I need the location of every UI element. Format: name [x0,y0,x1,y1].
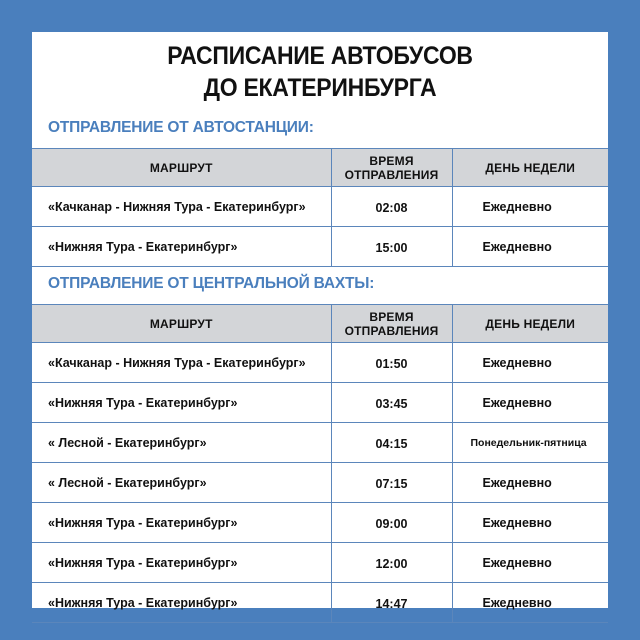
header-weekday: ДЕНЬ НЕДЕЛИ [452,149,608,187]
day-cell: Ежедневно [452,463,608,503]
header-time-line-2: ОТПРАВЛЕНИЯ [344,323,439,338]
route-cell: «Качканар - Нижняя Тура - Екатеринбург» [32,343,331,383]
time-cell: 03:45 [331,383,452,423]
section-label-bus-station: ОТПРАВЛЕНИЕ ОТ АВТОСТАНЦИИ: [48,119,314,136]
table-row [32,543,608,583]
schedule-table-bus-station [32,148,608,267]
day-cell: Ежедневно [452,187,608,227]
table-row [32,583,608,623]
time-cell: 15:00 [331,227,452,267]
time-cell: 07:15 [331,463,452,503]
time-cell: 09:00 [331,503,452,543]
title-line-2: ДО ЕКАТЕРИНБУРГА [203,74,437,102]
table-row [32,187,608,227]
day-cell: Ежедневно [452,343,608,383]
title-line-1: РАСПИСАНИЕ АВТОБУСОВ [167,42,473,70]
route-cell: «Нижняя Тура - Екатеринбург» [32,503,331,543]
schedule-card [32,32,608,611]
day-cell: Ежедневно [452,227,608,267]
route-cell: «Нижняя Тура - Екатеринбург» [32,383,331,423]
time-cell: 14:47 [331,583,452,623]
time-cell: 12:00 [331,543,452,583]
header-route: МАРШРУТ [32,149,331,187]
page-title [55,40,585,104]
header-time-line-1: ВРЕМЯ [369,153,414,168]
header-departure-time [331,149,452,187]
route-cell: «Нижняя Тура - Екатеринбург» [32,543,331,583]
time-cell: 01:50 [331,343,452,383]
table-row [32,463,608,503]
day-cell: Ежедневно [452,583,608,623]
schedule-table-central-gate [32,304,608,623]
route-cell: « Лесной - Екатеринбург» [32,423,331,463]
route-cell: «Нижняя Тура - Екатеринбург» [32,583,331,623]
table-row [32,423,608,463]
header-route: МАРШРУТ [32,305,331,343]
route-cell: «Нижняя Тура - Екатеринбург» [32,227,331,267]
table-row [32,343,608,383]
header-time-line-2: ОТПРАВЛЕНИЯ [344,167,439,182]
table-header-row [32,305,608,343]
day-cell: Ежедневно [452,543,608,583]
day-cell: Понедельник-пятница [452,423,608,463]
section-label-central-gate: ОТПРАВЛЕНИЕ ОТ ЦЕНТРАЛЬНОЙ ВАХТЫ: [48,275,375,292]
header-time-line-1: ВРЕМЯ [369,309,414,324]
day-cell: Ежедневно [452,503,608,543]
time-cell: 02:08 [331,187,452,227]
route-cell: «Качканар - Нижняя Тура - Екатеринбург» [32,187,331,227]
route-cell: « Лесной - Екатеринбург» [32,463,331,503]
header-weekday: ДЕНЬ НЕДЕЛИ [452,305,608,343]
table-header-row [32,149,608,187]
day-cell: Ежедневно [452,383,608,423]
table-row [32,227,608,267]
header-departure-time [331,305,452,343]
table-row [32,383,608,423]
time-cell: 04:15 [331,423,452,463]
table-row [32,503,608,543]
